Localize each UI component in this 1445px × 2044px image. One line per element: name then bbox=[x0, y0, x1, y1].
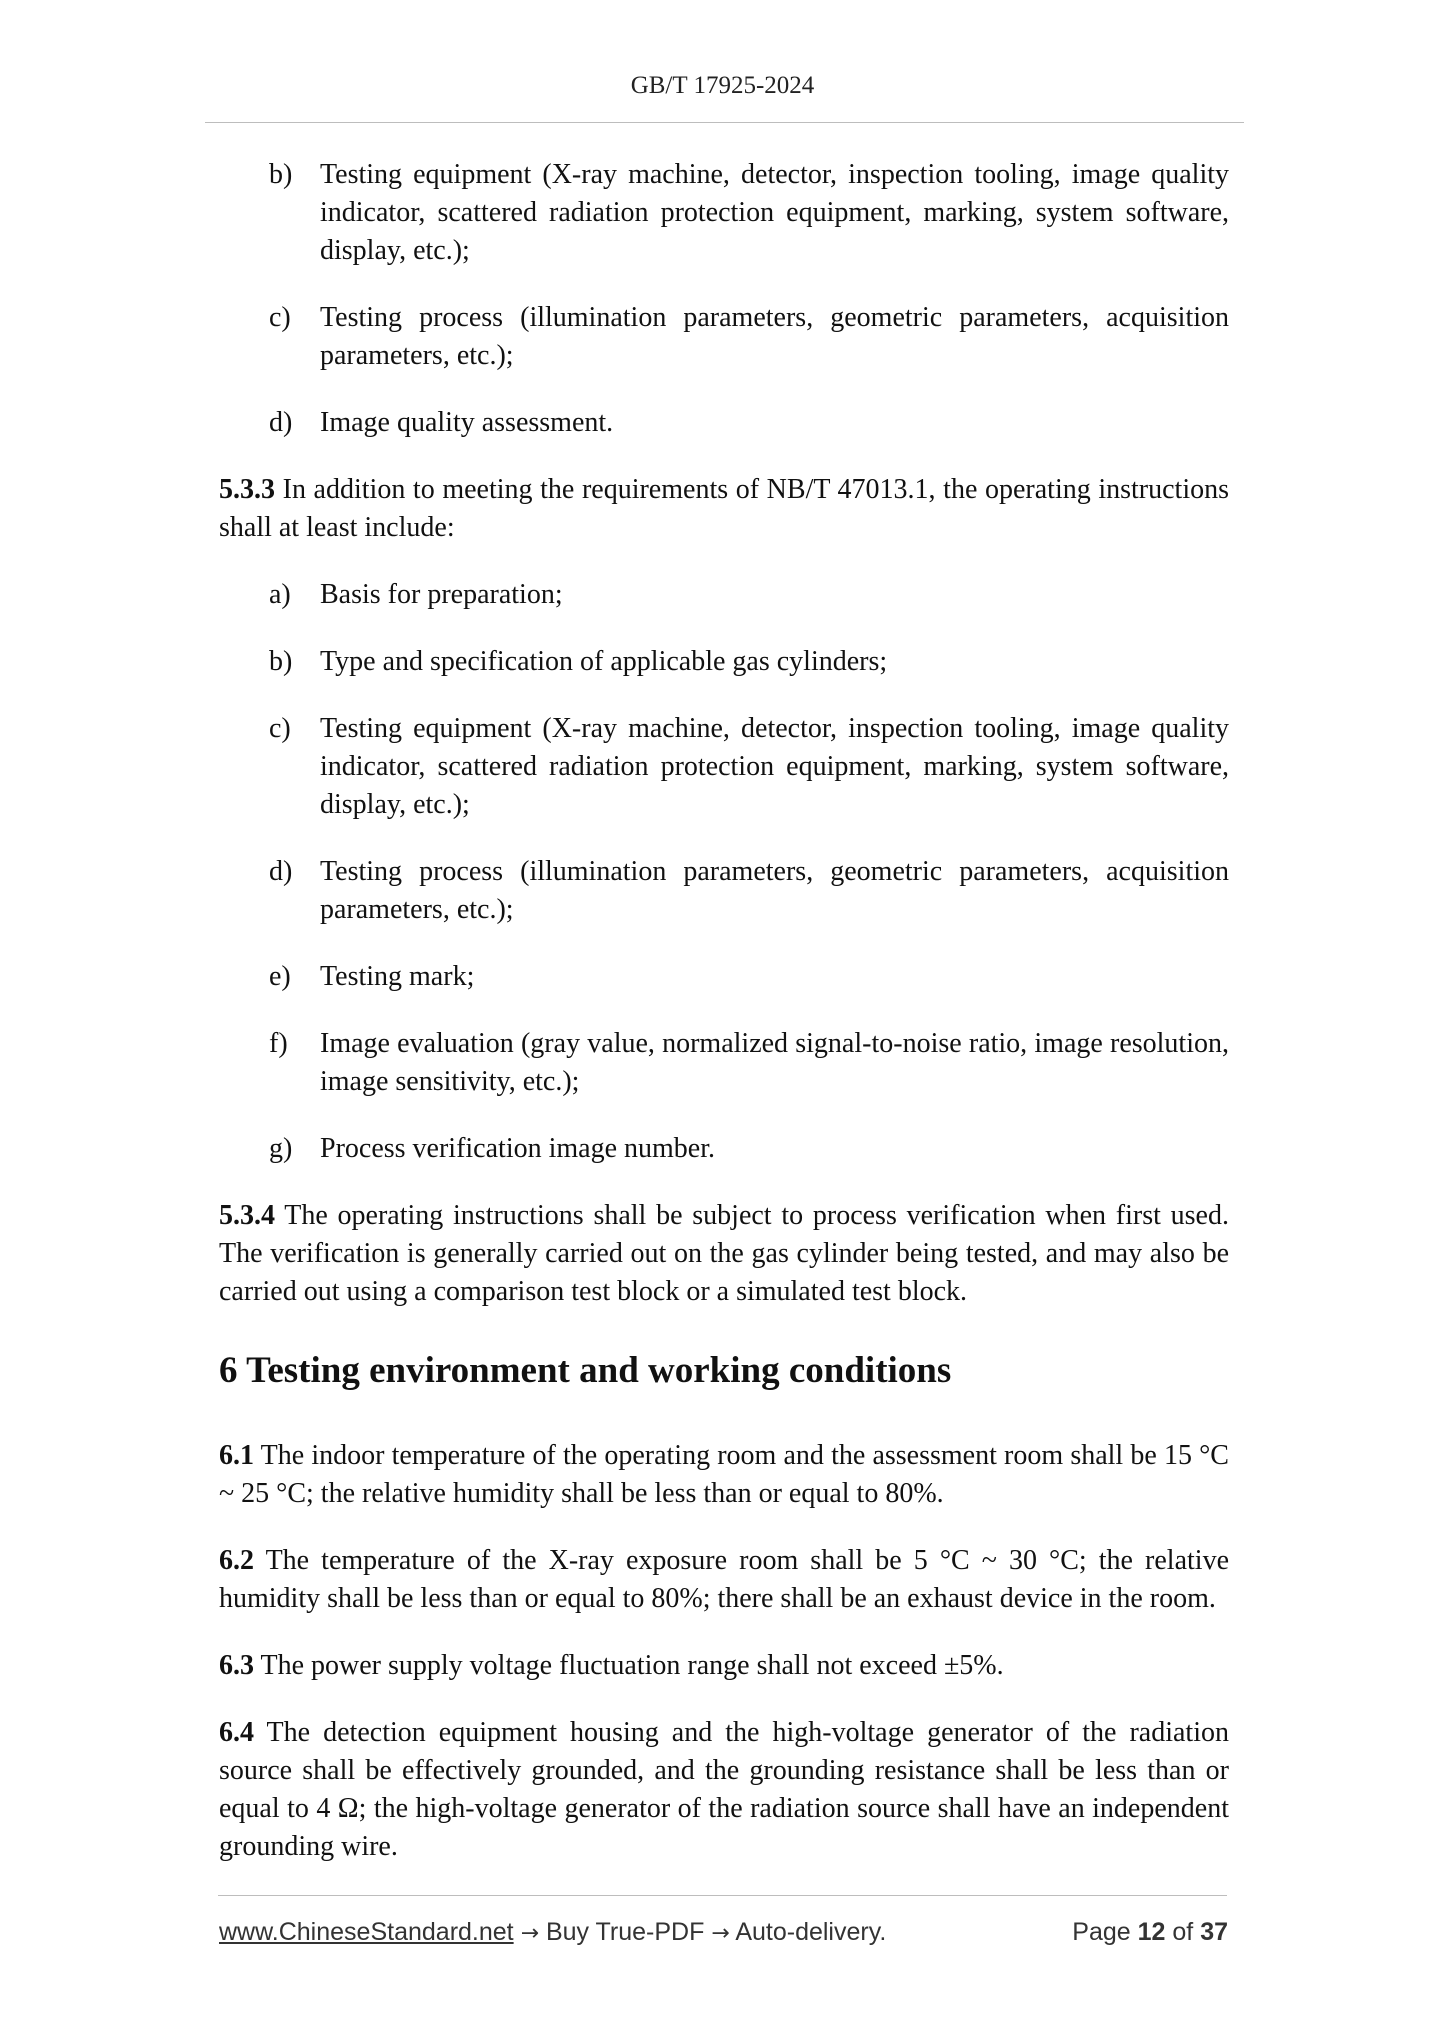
clause-6-4 bbox=[219, 1714, 1229, 1866]
of-word: of bbox=[1172, 1918, 1194, 1946]
page-number bbox=[1072, 1918, 1228, 1947]
list-item-label: a) bbox=[269, 579, 291, 610]
document-body bbox=[219, 156, 1229, 1895]
list-item-label: f) bbox=[269, 1028, 288, 1059]
clause-text: In addition to meeting the requirements of NB/T 47013.1, the operating instructions shall at least include: bbox=[219, 474, 1229, 543]
clause-text: The operating instructions shall be subject to process verification when first used. The verification is generally carried out on the gas cylinder being tested, and may also be carried out using a comparison test block or a simulated test block. bbox=[219, 1200, 1229, 1307]
clause-6-3 bbox=[219, 1647, 1229, 1685]
list-item-text: Type and specification of applicable gas cylinders; bbox=[320, 646, 888, 677]
delivery-text: Auto-delivery. bbox=[735, 1918, 887, 1946]
list-item bbox=[219, 404, 1229, 442]
website-link[interactable]: www.ChineseStandard.net bbox=[219, 1918, 514, 1946]
clause-6-1 bbox=[219, 1437, 1229, 1513]
list-item-text: Testing mark; bbox=[320, 961, 475, 992]
clause-number: 5.3.4 bbox=[219, 1200, 275, 1231]
list-item-label: b) bbox=[269, 159, 293, 190]
list-item bbox=[219, 1025, 1229, 1101]
list-item-label: d) bbox=[269, 856, 293, 887]
clause-5-3-3 bbox=[219, 471, 1229, 547]
clause-text: The detection equipment housing and the high-voltage generator of the radiation source shall be effectively grounded, and the grounding resistance shall be less than or equal to 4 Ω; the high-voltage generator of the radiation source shall have an independent grounding wire. bbox=[219, 1717, 1229, 1862]
list-item bbox=[219, 710, 1229, 824]
list-item-text: Image evaluation (gray value, normalized signal-to-noise ratio, image resolution, image sensitivity, etc.); bbox=[320, 1028, 1229, 1097]
list-item-text: Basis for preparation; bbox=[320, 579, 563, 610]
list-item bbox=[219, 643, 1229, 681]
clause-text: The indoor temperature of the operating room and the assessment room shall be 15 °C ~ 25 °C; the relative humidity shall be less than or equal to 80%. bbox=[219, 1440, 1229, 1509]
list-item bbox=[219, 156, 1229, 270]
list-item-text: Testing equipment (X-ray machine, detector, inspection tooling, image quality indicator, scattered radiation protection equipment, marking, system software, display, etc.); bbox=[320, 713, 1229, 820]
arrow-right-icon: → bbox=[711, 1921, 730, 1946]
total-pages: 37 bbox=[1200, 1918, 1228, 1946]
list-item-text: Process verification image number. bbox=[320, 1133, 715, 1164]
list-item-label: c) bbox=[269, 713, 291, 744]
list-item-label: g) bbox=[269, 1133, 293, 1164]
clause-number: 5.3.3 bbox=[219, 474, 275, 505]
clause-text: The power supply voltage fluctuation range shall not exceed ±5%. bbox=[254, 1650, 1004, 1681]
list-item-label: b) bbox=[269, 646, 293, 677]
list-item-text: Testing process (illumination parameters, geometric parameters, acquisition parameters, etc.); bbox=[320, 856, 1229, 925]
list-item-text: Testing equipment (X-ray machine, detector, inspection tooling, image quality indicator, scattered radiation protection equipment, marking, system software, display, etc.); bbox=[320, 159, 1229, 266]
list-item-text: Image quality assessment. bbox=[320, 407, 614, 438]
clause-text: The temperature of the X-ray exposure room shall be 5 °C ~ 30 °C; the relative humidity shall be less than or equal to 80%; there shall be an exhaust device in the room. bbox=[219, 1545, 1229, 1614]
list-item-label: e) bbox=[269, 961, 291, 992]
current-page: 12 bbox=[1137, 1918, 1166, 1946]
list-item bbox=[219, 958, 1229, 996]
clause-number: 6.2 bbox=[219, 1545, 254, 1576]
header-divider bbox=[205, 122, 1244, 123]
footer-promo bbox=[219, 1918, 886, 1947]
list-item-text: Testing process (illumination parameters, geometric parameters, acquisition parameters, etc.); bbox=[320, 302, 1229, 371]
section-heading: 6 Testing environment and working conditions bbox=[219, 1350, 952, 1391]
buy-text: Buy True-PDF bbox=[545, 1918, 705, 1946]
clause-number: 6.3 bbox=[219, 1650, 254, 1681]
footer-divider bbox=[218, 1895, 1227, 1896]
list-item bbox=[219, 576, 1229, 614]
clause-6-2 bbox=[219, 1542, 1229, 1618]
list-item bbox=[219, 299, 1229, 375]
list-item bbox=[219, 1130, 1229, 1168]
page-word: Page bbox=[1072, 1918, 1131, 1946]
clause-number: 6.1 bbox=[219, 1440, 254, 1471]
arrow-right-icon: → bbox=[520, 1921, 540, 1946]
list-item bbox=[219, 853, 1229, 929]
list-item-label: c) bbox=[269, 302, 291, 333]
clause-number: 6.4 bbox=[219, 1717, 254, 1748]
clause-5-3-4 bbox=[219, 1197, 1229, 1311]
list-item-label: d) bbox=[269, 407, 293, 438]
page-header-title: GB/T 17925-2024 bbox=[630, 72, 815, 99]
